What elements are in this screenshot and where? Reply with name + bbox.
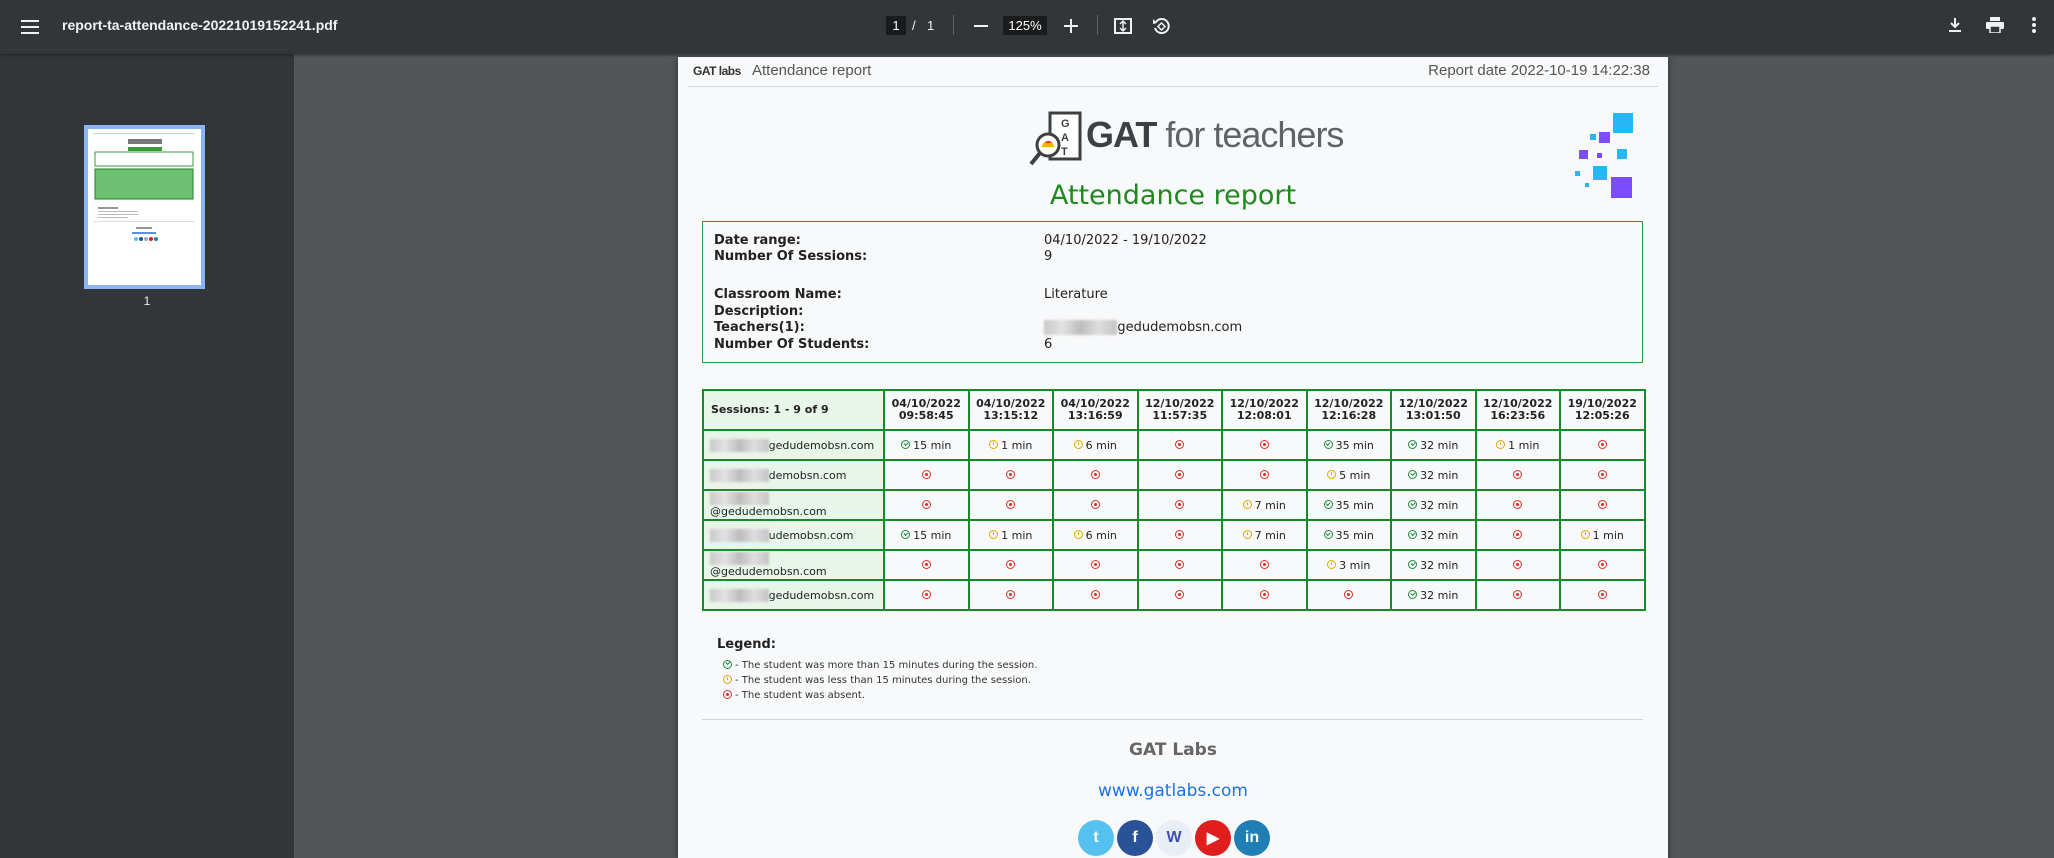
- report-date: Report date 2022-10-19 14:22:38: [1428, 62, 1650, 79]
- svg-text:A: A: [1061, 132, 1069, 144]
- absent-circle-icon: [1513, 470, 1522, 479]
- facebook-icon[interactable]: f: [1117, 820, 1153, 856]
- attendance-cell: 1 min: [1560, 520, 1645, 550]
- session-column-header: 12/10/2022 12:08:01: [1222, 390, 1307, 430]
- attendance-cell: [1560, 580, 1645, 610]
- attendance-cell: 7 min: [1222, 520, 1307, 550]
- absent-circle-icon: [1513, 590, 1522, 599]
- absent-circle-icon: [1091, 590, 1100, 599]
- linkedin-icon[interactable]: in: [1234, 820, 1270, 856]
- clock-circle-icon: [723, 675, 732, 684]
- redacted-text: [710, 529, 769, 542]
- attendance-cell: [1476, 580, 1561, 610]
- student-email: udemobsn.com: [703, 520, 884, 550]
- absent-circle-icon: [1006, 560, 1015, 569]
- redacted-text: [710, 552, 769, 565]
- absent-circle-icon: [1513, 530, 1522, 539]
- table-row: [703, 460, 1645, 490]
- table-row: [703, 490, 1645, 520]
- attendance-cell: 5 min: [1307, 460, 1392, 490]
- attendance-cell: [1560, 430, 1645, 460]
- absent-circle-icon: [1175, 590, 1184, 599]
- zoom-in-button[interactable]: [1056, 11, 1086, 41]
- attendance-cell: [1222, 550, 1307, 580]
- attendance-cell: [884, 460, 969, 490]
- sessions-value: 9: [1044, 249, 1053, 264]
- page-total: 1: [927, 18, 935, 33]
- attendance-cell: [1138, 490, 1223, 520]
- absent-circle-icon: [1598, 590, 1607, 599]
- legend-title: Legend:: [717, 637, 776, 652]
- absent-circle-icon: [1260, 440, 1269, 449]
- student-email: @gedudemobsn.com: [703, 550, 884, 580]
- clock-circle-icon: [1074, 440, 1083, 449]
- thumbnail-sidebar: [0, 54, 294, 858]
- attendance-cell: [1560, 550, 1645, 580]
- attendance-cell: 7 min: [1222, 490, 1307, 520]
- minus-icon: [974, 19, 988, 33]
- absent-circle-icon: [1175, 440, 1184, 449]
- gat-labs-logo: GAT labs: [693, 64, 741, 78]
- print-icon: [1986, 17, 2004, 33]
- absent-circle-icon: [1513, 500, 1522, 509]
- clock-circle-icon: [1074, 530, 1083, 539]
- absent-circle-icon: [1006, 500, 1015, 509]
- check-circle-icon: [1408, 500, 1417, 509]
- svg-text:T: T: [1061, 146, 1068, 158]
- table-row: [703, 550, 1645, 580]
- students-label: Number Of Students:: [714, 337, 870, 352]
- absent-circle-icon: [1598, 560, 1607, 569]
- attendance-cell: [969, 460, 1054, 490]
- social-links: [1078, 820, 1270, 856]
- session-column-header: 19/10/2022 12:05:26: [1560, 390, 1645, 430]
- attendance-cell: [1476, 520, 1561, 550]
- more-vert-icon: [2032, 17, 2036, 33]
- absent-circle-icon: [1260, 560, 1269, 569]
- twitter-icon[interactable]: t: [1078, 820, 1114, 856]
- attendance-cell: [1222, 460, 1307, 490]
- session-column-header: 12/10/2022 13:01:50: [1391, 390, 1476, 430]
- student-email: gedudemobsn.com: [703, 580, 884, 610]
- description-label: Description:: [714, 304, 804, 319]
- check-circle-icon: [1408, 440, 1417, 449]
- redacted-text: [710, 492, 769, 505]
- attendance-cell: [1222, 580, 1307, 610]
- clock-circle-icon: [1496, 440, 1505, 449]
- attendance-cell: [1138, 580, 1223, 610]
- header-title: Attendance report: [752, 62, 872, 79]
- sessions-corner-label: Sessions: 1 - 9 of 9: [703, 390, 884, 430]
- clock-circle-icon: [1243, 530, 1252, 539]
- download-icon: [1947, 17, 1963, 33]
- classroom-label: Classroom Name:: [714, 287, 842, 302]
- absent-circle-icon: [922, 590, 931, 599]
- check-circle-icon: [901, 440, 910, 449]
- attendance-cell: 32 min: [1391, 550, 1476, 580]
- attendance-cell: [1138, 550, 1223, 580]
- date-range-label: Date range:: [714, 233, 801, 248]
- clock-circle-icon: [1327, 560, 1336, 569]
- attendance-cell: 1 min: [1476, 430, 1561, 460]
- absent-circle-icon: [1006, 470, 1015, 479]
- attendance-cell: [884, 550, 969, 580]
- classroom-value: Literature: [1044, 287, 1108, 302]
- check-circle-icon: [1324, 530, 1333, 539]
- fit-page-button[interactable]: [1108, 11, 1138, 41]
- absent-circle-icon: [1598, 500, 1607, 509]
- toolbar-divider: [953, 15, 954, 35]
- menu-icon[interactable]: [14, 11, 46, 43]
- absent-circle-icon: [1175, 500, 1184, 509]
- absent-circle-icon: [1091, 560, 1100, 569]
- absent-circle-icon: [1260, 590, 1269, 599]
- attendance-cell: 32 min: [1391, 580, 1476, 610]
- attendance-cell: 6 min: [1053, 520, 1138, 550]
- page-separator: /: [912, 18, 916, 33]
- attendance-cell: [1476, 460, 1561, 490]
- attendance-cell: 1 min: [969, 430, 1054, 460]
- attendance-cell: [1307, 580, 1392, 610]
- thumbnail-page-number: 1: [143, 294, 151, 308]
- absent-circle-icon: [1598, 440, 1607, 449]
- redacted-text: [710, 589, 769, 602]
- attendance-cell: [1476, 550, 1561, 580]
- attendance-cell: [969, 490, 1054, 520]
- attendance-cell: 3 min: [1307, 550, 1392, 580]
- check-circle-icon: [1408, 470, 1417, 479]
- legend-green: - The student was more than 15 minutes during the session.: [723, 660, 1037, 671]
- table-row: [703, 580, 1645, 610]
- attendance-cell: [1053, 580, 1138, 610]
- session-column-header: 12/10/2022 11:57:35: [1138, 390, 1223, 430]
- attendance-cell: [1476, 490, 1561, 520]
- attendance-cell: [1053, 550, 1138, 580]
- attendance-cell: [884, 490, 969, 520]
- attendance-cell: [1053, 460, 1138, 490]
- date-range-value: 04/10/2022 - 19/10/2022: [1044, 233, 1207, 248]
- student-email: @gedudemobsn.com: [703, 490, 884, 520]
- teacher-email: gedudemobsn.com: [1044, 320, 1242, 335]
- redacted-text: [710, 469, 769, 482]
- student-email: gedudemobsn.com: [703, 430, 884, 460]
- plus-icon: [1064, 19, 1078, 33]
- attendance-cell: 15 min: [884, 430, 969, 460]
- footer-company-name: GAT Labs: [1129, 740, 1217, 760]
- absent-circle-icon: [922, 560, 931, 569]
- check-circle-icon: [723, 660, 732, 669]
- sessions-label: Number Of Sessions:: [714, 249, 868, 264]
- absent-circle-icon: [1260, 470, 1269, 479]
- legend-red: - The student was absent.: [723, 690, 865, 701]
- session-column-header: 04/10/2022 13:15:12: [969, 390, 1054, 430]
- report-info-box: [702, 221, 1643, 363]
- absent-circle-icon: [1344, 590, 1353, 599]
- check-circle-icon: [901, 530, 910, 539]
- attendance-cell: [1053, 490, 1138, 520]
- zoom-out-button[interactable]: [966, 11, 996, 41]
- check-circle-icon: [1408, 530, 1417, 539]
- absent-circle-icon: [1175, 560, 1184, 569]
- absent-circle-icon: [922, 470, 931, 479]
- file-title: report-ta-attendance-20221019152241.pdf: [62, 17, 338, 33]
- students-value: 6: [1044, 337, 1053, 352]
- svg-text:G: G: [1061, 118, 1070, 130]
- absent-circle-icon: [1091, 470, 1100, 479]
- attendance-cell: 35 min: [1307, 430, 1392, 460]
- more-options-button[interactable]: [2022, 10, 2046, 40]
- table-header-row: [703, 390, 1645, 430]
- page-number-input[interactable]: 1: [886, 16, 906, 35]
- attendance-cell: 15 min: [884, 520, 969, 550]
- legend-yellow: - The student was less than 15 minutes during the session.: [723, 675, 1031, 686]
- absent-circle-icon: [1598, 470, 1607, 479]
- attendance-cell: [1138, 520, 1223, 550]
- download-button[interactable]: [1940, 10, 1970, 40]
- gat-icon[interactable]: W: [1156, 820, 1192, 856]
- page-thumbnail[interactable]: [84, 125, 205, 289]
- absent-circle-icon: [1006, 590, 1015, 599]
- absent-circle-icon: [1175, 470, 1184, 479]
- teachers-label: Teachers(1):: [714, 320, 805, 335]
- attendance-cell: [1222, 430, 1307, 460]
- pdf-toolbar: [0, 0, 2054, 54]
- attendance-cell: 6 min: [1053, 430, 1138, 460]
- absent-circle-icon: [1091, 500, 1100, 509]
- absent-circle-icon: [723, 690, 732, 699]
- clock-circle-icon: [989, 440, 998, 449]
- attendance-cell: [1138, 430, 1223, 460]
- attendance-cell: 32 min: [1391, 490, 1476, 520]
- absent-circle-icon: [1513, 560, 1522, 569]
- pdf-page: [678, 57, 1668, 858]
- rotate-button[interactable]: [1146, 11, 1176, 41]
- session-column-header: 12/10/2022 16:23:56: [1476, 390, 1561, 430]
- footer-website-link[interactable]: www.gatlabs.com: [1098, 781, 1248, 801]
- table-row: [703, 520, 1645, 550]
- session-column-header: 12/10/2022 12:16:28: [1307, 390, 1392, 430]
- attendance-cell: 32 min: [1391, 430, 1476, 460]
- attendance-cell: 35 min: [1307, 490, 1392, 520]
- attendance-cell: [884, 580, 969, 610]
- brand-name: GAT for teachers: [1086, 114, 1344, 155]
- attendance-cell: [1560, 460, 1645, 490]
- absent-circle-icon: [922, 500, 931, 509]
- report-header: [688, 57, 1658, 87]
- attendance-cell: [1560, 490, 1645, 520]
- gat-magnifier-logo: [1028, 109, 1092, 169]
- footer-divider: [702, 719, 1643, 720]
- youtube-icon[interactable]: ▶: [1195, 820, 1231, 856]
- redacted-text: [710, 439, 769, 452]
- clock-circle-icon: [989, 530, 998, 539]
- print-button[interactable]: [1980, 10, 2010, 40]
- check-circle-icon: [1324, 440, 1333, 449]
- check-circle-icon: [1408, 590, 1417, 599]
- clock-circle-icon: [1581, 530, 1590, 539]
- attendance-cell: [969, 580, 1054, 610]
- attendance-table: [702, 389, 1646, 611]
- attendance-cell: 35 min: [1307, 520, 1392, 550]
- clock-circle-icon: [1327, 470, 1336, 479]
- zoom-input[interactable]: 125%: [1003, 16, 1047, 35]
- fit-page-icon: [1114, 18, 1132, 34]
- attendance-cell: 1 min: [969, 520, 1054, 550]
- check-circle-icon: [1408, 560, 1417, 569]
- check-circle-icon: [1324, 500, 1333, 509]
- attendance-cell: 32 min: [1391, 460, 1476, 490]
- redacted-text: [1044, 320, 1117, 335]
- toolbar-divider: [1097, 15, 1098, 35]
- attendance-cell: [1138, 460, 1223, 490]
- report-title: Attendance report: [1049, 180, 1297, 211]
- clock-circle-icon: [1243, 500, 1252, 509]
- student-email: demobsn.com: [703, 460, 884, 490]
- attendance-cell: [969, 550, 1054, 580]
- session-column-header: 04/10/2022 09:58:45: [884, 390, 969, 430]
- table-row: [703, 430, 1645, 460]
- attendance-cell: 32 min: [1391, 520, 1476, 550]
- session-column-header: 04/10/2022 13:16:59: [1053, 390, 1138, 430]
- absent-circle-icon: [1175, 530, 1184, 539]
- rotate-icon: [1152, 17, 1170, 35]
